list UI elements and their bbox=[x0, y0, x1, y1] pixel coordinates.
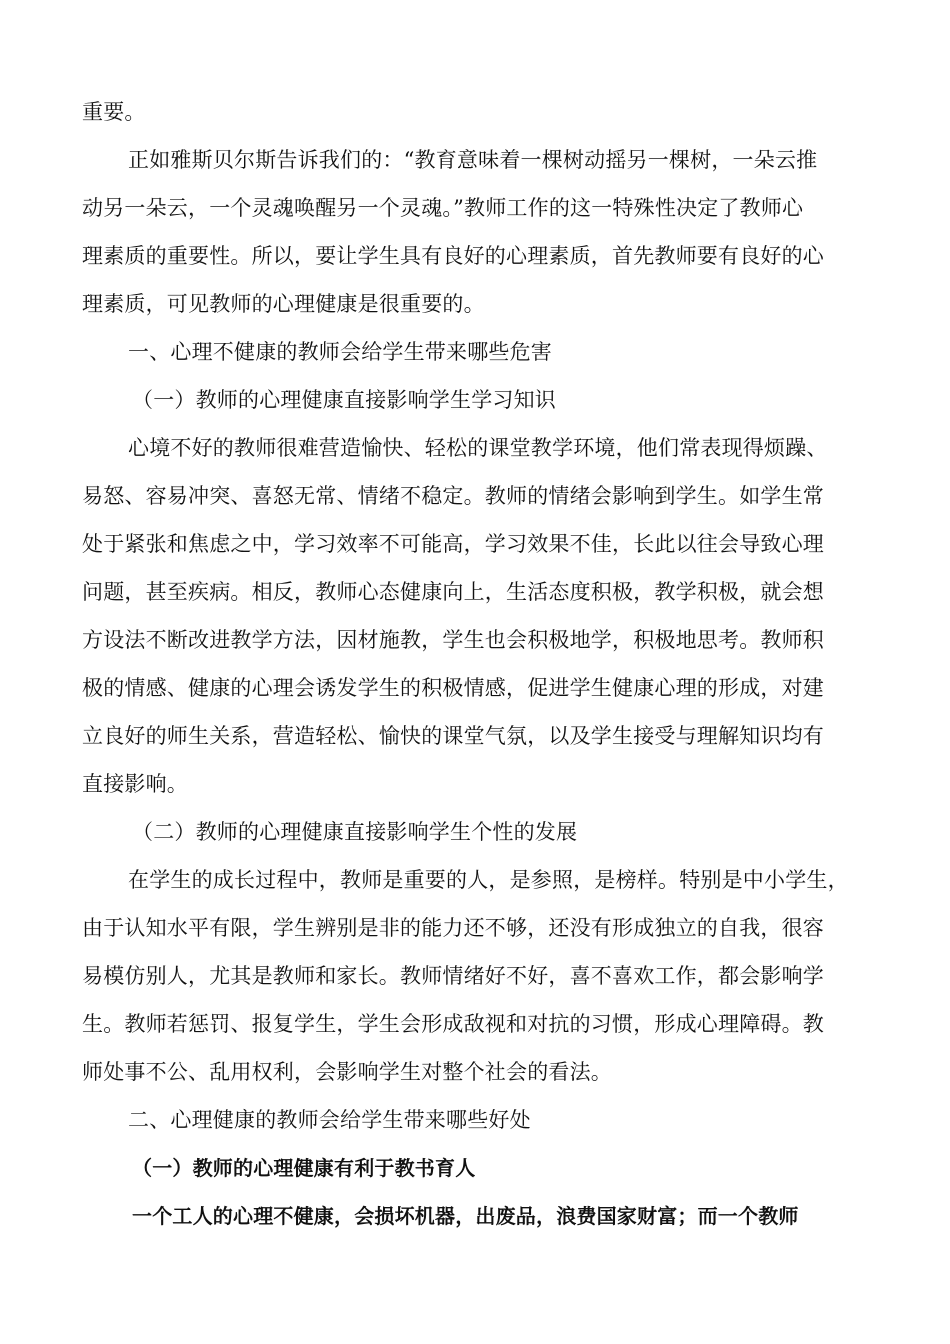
subsection-heading: （一）教师的心理健康直接影响学生学习知识 bbox=[132, 388, 556, 412]
paragraph-line: 生。教师若惩罚、报复学生，学生会形成敌视和对抗的习惯，形成心理障碍。教 bbox=[82, 1012, 824, 1036]
section-heading: 二、心理健康的教师会给学生带来哪些好处 bbox=[128, 1108, 531, 1132]
subsection-heading: （一）教师的心理健康有利于教书育人 bbox=[132, 1156, 476, 1180]
paragraph-line: 正如雅斯贝尔斯告诉我们的：“教育意味着一棵树动摇另一棵树，一朵云推 bbox=[128, 148, 818, 172]
paragraph-line: 立良好的师生关系，营造轻松、愉快的课堂气氛，以及学生接受与理解知识均有 bbox=[82, 724, 824, 748]
paragraph-line: 动另一朵云，一个灵魂唤醒另一个灵魂。”教师工作的这一特殊性决定了教师心 bbox=[82, 196, 804, 220]
paragraph-line: 由于认知水平有限，学生辨别是非的能力还不够，还没有形成独立的自我，很容 bbox=[82, 916, 824, 940]
paragraph-line: 直接影响。 bbox=[82, 772, 188, 796]
paragraph-line: 问题，甚至疾病。相反，教师心态健康向上，生活态度积极，教学积极，就会想 bbox=[82, 580, 824, 604]
paragraph-line: 极的情感、健康的心理会诱发学生的积极情感，促进学生健康心理的形成，对建 bbox=[82, 676, 824, 700]
paragraph-line: 心境不好的教师很难营造愉快、轻松的课堂教学环境，他们常表现得烦躁、 bbox=[128, 436, 828, 460]
paragraph-line: 一个工人的心理不健康，会损坏机器，出废品，浪费国家财富；而一个教师 bbox=[132, 1204, 799, 1228]
paragraph-line: 理素质的重要性。所以，要让学生具有良好的心理素质，首先教师要有良好的心 bbox=[82, 244, 824, 268]
paragraph-line: 易怒、容易冲突、喜怒无常、情绪不稳定。教师的情绪会影响到学生。如学生常 bbox=[82, 484, 824, 508]
paragraph-line: 重要。 bbox=[82, 100, 146, 124]
subsection-heading: （二）教师的心理健康直接影响学生个性的发展 bbox=[132, 820, 578, 844]
paragraph-line: 师处事不公、乱用权利，会影响学生对整个社会的看法。 bbox=[82, 1060, 612, 1084]
paragraph-line: 在学生的成长过程中，教师是重要的人，是参照，是榜样。特别是中小学生， bbox=[128, 868, 849, 892]
paragraph-line: 方设法不断改进教学方法，因材施教，学生也会积极地学，积极地思考。教师积 bbox=[82, 628, 824, 652]
paragraph-line: 理素质，可见教师的心理健康是很重要的。 bbox=[82, 292, 485, 316]
paragraph-line: 易模仿别人，尤其是教师和家长。教师情绪好不好，喜不喜欢工作，都会影响学 bbox=[82, 964, 824, 988]
paragraph-line: 处于紧张和焦虑之中，学习效率不可能高，学习效果不佳，长此以往会导致心理 bbox=[82, 532, 824, 556]
section-heading: 一、心理不健康的教师会给学生带来哪些危害 bbox=[128, 340, 552, 364]
